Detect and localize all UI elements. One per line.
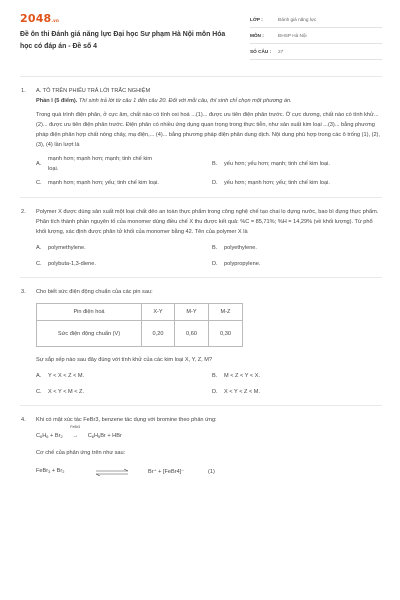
question-1 <box>20 86 382 188</box>
option-label: B. <box>212 161 218 167</box>
table-cell: 0,30 <box>209 321 243 347</box>
option-text: polypropylene. <box>224 261 261 267</box>
option-label: A. <box>36 245 42 251</box>
option-label: D. <box>212 389 218 395</box>
document-meta <box>250 12 382 60</box>
part-title: Phần I (5 điểm). <box>36 98 78 104</box>
question-divider <box>20 277 382 278</box>
option-b[interactable] <box>212 243 384 253</box>
option-label: A. <box>36 373 42 379</box>
question-3 <box>20 287 382 397</box>
site-logo[interactable]: 2048.vn <box>20 12 59 25</box>
question-text: Polymer X được dùng sản xuất một loại chất dẻo an toàn thực phẩm trong công nghệ chế tạo chai lọ dựng nước, bao bì đựng thực phẩm. Phân tích thành phần nguyên tố của monomer dùng điều chế X thu được kết quả: %C = 85,71%; %H = 14,29% (về khối lượng). Từ phổ khối lượng, xác định được phân tử khối của monomer bằng 42. Tên của polymer X là <box>36 209 379 235</box>
option-label: C. <box>36 389 42 395</box>
answer-options <box>36 154 382 188</box>
option-c[interactable] <box>36 178 212 188</box>
question-text: Khi có mặt xúc tác FeBr3, benzene tác dụng với bromine theo phản ứng: <box>36 417 217 423</box>
question-number: 4. <box>21 417 26 423</box>
section-divider <box>20 76 382 77</box>
option-text: yếu hơn; mạnh hơn; yếu; tinh chế kim loại. <box>224 180 330 186</box>
option-text: polyethylene. <box>224 245 257 251</box>
table-header-row <box>37 304 243 321</box>
question-text: Trong quá trình điện phân, ở cực âm, chất nào có tính oxi hoá ...(1)... được ưu tiên điện phân trước. Ở cực dương, chất nào có tính khử...(2)... được ưu tiên điện phân trước. Điện phân có nhiều ứng dụng quan trọng trong thực tiễn, như sản xuất kim loại ...(3)... bằng phương pháp điện phân hợp chất nóng chảy, mạ điện,... (4)... bằng phương pháp điện phân dung dịch. Nội dung phù hợp trong các ô trống (1), (2), (3), (4) lần lượt là <box>36 112 380 148</box>
option-label: D. <box>212 261 218 267</box>
section-heading: A. TÔ TRÊN PHIẾU TRẢ LỜI TRẮC NGHIỆM <box>36 88 151 94</box>
option-a[interactable] <box>36 371 212 381</box>
option-label: C. <box>36 180 42 186</box>
option-text: yếu hơn; yếu hơn; mạnh; tinh chế kim loại. <box>224 161 330 167</box>
option-text: X < Y < M < Z. <box>48 389 85 395</box>
option-text: mạnh hơn; mạnh hơn; yếu; tinh chế kim loại. <box>48 180 159 186</box>
option-text: X < Y < Z < M. <box>224 389 261 395</box>
mechanism-step-1: FeBr$_3$ + $Br_2$ Br⁺ + [FeBr4]⁻ (1) <box>36 468 215 475</box>
question-divider <box>20 405 382 406</box>
option-a[interactable] <box>36 154 212 174</box>
option-d[interactable] <box>212 259 384 269</box>
option-text: polybuta-1,3-diene. <box>48 261 96 267</box>
question-number: 2. <box>21 209 26 215</box>
exam-content <box>20 76 382 477</box>
equilibrium-arrow-icon <box>94 468 130 476</box>
option-d[interactable] <box>212 178 384 188</box>
option-text: polymethylene. <box>48 245 86 251</box>
part-instructions <box>36 96 382 106</box>
document-title: Đề ôn thi Đánh giá năng lực Đại học Sư phạm Hà Nội môn Hóa học có đáp án - Đề số 4 <box>20 31 226 50</box>
option-c[interactable] <box>36 387 212 397</box>
answer-options <box>36 371 382 397</box>
option-c[interactable] <box>36 259 212 269</box>
question-4 <box>20 415 382 477</box>
question-divider <box>20 197 382 198</box>
option-b[interactable] <box>212 371 384 381</box>
option-a[interactable] <box>36 243 212 253</box>
meta-row-class: LỚP : Đánh giá năng lực <box>250 12 382 28</box>
reaction-equation: $C_6H_6 + Br_2$ FeBr3 → $C_6H_5Br$ + HBr <box>36 425 122 439</box>
table-row-label: Sức điện động chuẩn (V) <box>37 321 142 347</box>
table-header-cell: X-Y <box>142 304 175 321</box>
option-b[interactable] <box>212 154 384 174</box>
option-d[interactable] <box>212 387 384 397</box>
option-label: A. <box>36 161 42 167</box>
catalyst-label: FeBr3 <box>70 425 81 429</box>
question-2 <box>20 207 382 269</box>
question-number: 3. <box>21 289 26 295</box>
mechanism-products: Br⁺ + [FeBr4]⁻ <box>148 468 185 475</box>
table-cell: 0,20 <box>142 321 175 347</box>
option-text: mạnh hơn; mạnh hơn; mạnh; tinh chế kim loại. <box>48 156 153 172</box>
mechanism-label: Cơ chế của phản ứng trên như sau: <box>36 450 126 456</box>
option-label: B. <box>212 245 218 251</box>
table-cell: 0,60 <box>175 321 209 347</box>
table-header-cell: M-Y <box>175 304 209 321</box>
table-header-cell: Pin điện hoá <box>37 304 142 321</box>
emf-table <box>36 303 243 347</box>
option-text: Y < X < Z < M. <box>48 373 85 379</box>
table-header-cell: M-Z <box>209 304 243 321</box>
option-label: B. <box>212 373 218 379</box>
question-text: Cho biết sức điện động chuẩn của các pin sau: <box>36 289 153 295</box>
meta-row-question-count: SỐ CÂU : 27 <box>250 44 382 60</box>
part-intro: Thí sinh trả lời từ câu 1 đến câu 20. Đối với mỗi câu, thí sinh chỉ chọn một phương án. <box>77 98 292 104</box>
step-label: (1) <box>208 468 215 475</box>
meta-row-subject: MÔN : ĐHSP Hà Nội <box>250 28 382 44</box>
question-prompt: Sự sắp xếp nào sau đây đúng với tính khử của các kim loại X, Y, Z, M? <box>36 357 213 363</box>
answer-options <box>36 243 382 269</box>
question-number: 1. <box>21 88 26 94</box>
option-text: M < Z < Y < X. <box>224 373 261 379</box>
option-label: C. <box>36 261 42 267</box>
table-row <box>37 321 243 347</box>
document-header <box>0 0 400 64</box>
option-label: D. <box>212 180 218 186</box>
